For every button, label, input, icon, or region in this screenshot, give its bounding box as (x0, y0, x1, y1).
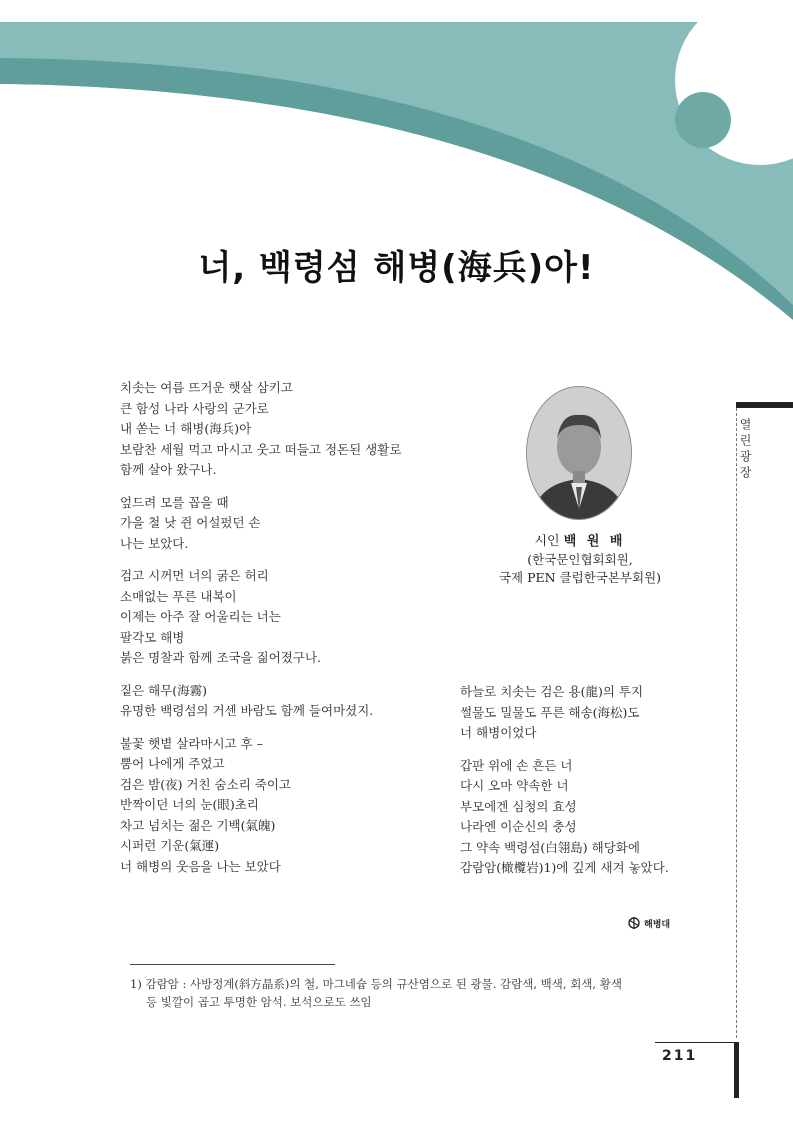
poem-right-column (460, 682, 700, 891)
footnote (130, 975, 670, 1011)
poem-line: 차고 넘치는 젊은 기백(氣魄) (120, 817, 276, 833)
poem-line: 갑판 위에 손 흔든 너 (460, 757, 573, 773)
poem-line: 시퍼런 기운(氣運) (120, 838, 220, 853)
header-circle-small (675, 92, 731, 148)
author-name: 백 원 배 (563, 534, 626, 549)
author-portrait (526, 386, 632, 520)
poem-stanza (120, 493, 450, 555)
poem-line: 보람찬 세월 먹고 마시고 웃고 떠들고 정돈된 생활로 (120, 441, 402, 457)
poem-line: 하늘로 치솟는 검은 용(龍)의 투지 (460, 684, 644, 699)
poem-line: 나라엔 이순신의 충성 (460, 819, 577, 834)
poem-stanza (120, 734, 450, 878)
poem-line: 반짝이던 너의 눈(眼)초리 (120, 797, 259, 812)
poem-line: 검고 시꺼먼 너의 굵은 허리 (120, 568, 269, 583)
poem-stanza (120, 378, 450, 481)
poem-line: 치솟는 여름 뜨거운 햇살 삼키고 (120, 380, 293, 395)
poem-stanza (460, 682, 700, 744)
section-label: 열린광장 (738, 418, 752, 482)
portrait-illustration (527, 387, 631, 519)
author-name-line (480, 533, 680, 551)
author-prefix: 시인 (534, 534, 560, 549)
poem-line: 다시 오마 약속한 너 (460, 778, 569, 793)
poem-line: 검은 밤(夜) 거친 숨소리 죽이고 (120, 776, 291, 792)
author-credit (480, 533, 680, 587)
marine-corps-logo (626, 916, 670, 930)
poem-line: 나는 보았다. (120, 535, 189, 551)
author-affiliation-1: (한국문인협회회원, (527, 552, 633, 567)
poem-line: 너 해병의 웃음을 나는 보았다 (120, 858, 281, 874)
poem-line: 가을 철 낫 쥔 어설펐던 손 (120, 515, 261, 530)
poem-line: 엎드려 모를 꼽을 때 (120, 494, 229, 510)
poem-line: 뿜어 나에게 주었고 (120, 756, 225, 771)
footnote-line-2: 등 빛깔이 곱고 투명한 암석. 보석으로도 쓰임 (146, 995, 372, 1009)
poem-line: 짙은 해무(海霧) (120, 682, 208, 698)
poem-line: 썰물도 밀물도 푸른 해송(海松)도 (460, 704, 640, 720)
poem-left-column (120, 378, 450, 889)
poem-line: 함께 살아 왔구나. (120, 462, 217, 477)
page-number-bar (734, 1042, 739, 1098)
poem-line: 부모에겐 심청의 효성 (460, 798, 577, 814)
poem-line: 큰 함성 나라 사랑의 군가로 (120, 400, 269, 416)
logo-text: 해병대 (644, 919, 671, 930)
poem-line: 그 약속 백령섬(白翎島) 해당화에 (460, 839, 640, 855)
page-number-rule (655, 1042, 737, 1043)
poem-line: 내 쏟는 너 해병(海兵)아 (120, 421, 252, 436)
poem-line: 불꽃 햇볕 살라마시고 후 – (120, 735, 263, 751)
footnote-divider (130, 964, 335, 965)
side-dashed-rule (736, 408, 737, 1038)
footnote-line-1: 1) 감람암 : 사방정계(斜方晶系)의 철, 마그네슘 등의 규산염으로 된 광물. 감람색, 백색, 회색, 황색 (130, 977, 622, 991)
poem-line: 너 해병이었다 (460, 725, 537, 740)
page-title: 너, 백령섬 해병(海兵)아! (198, 248, 595, 288)
poem-stanza (460, 756, 700, 879)
poem-line: 유명한 백령섬의 거센 바람도 함께 들여마셨지. (120, 703, 374, 718)
poem-stanza (120, 681, 450, 722)
poem-line: 감람암(橄欖岩)1)에 깊게 새겨 놓았다. (460, 860, 669, 875)
poem-line: 이제는 아주 잘 어울리는 너는 (120, 609, 281, 624)
side-tab-bar (736, 402, 793, 408)
author-affiliation-2: 국제 PEN 클럽한국본부회원) (498, 570, 662, 585)
marine-corps-emblem-icon (626, 916, 642, 930)
poem-line: 소매없는 푸른 내복이 (120, 588, 237, 604)
poem-line: 팔각모 해병 (120, 629, 185, 645)
page-number: 211 (662, 1048, 698, 1064)
poem-line: 붉은 명찰과 함께 조국을 짊어졌구나. (120, 650, 321, 665)
poem-stanza (120, 566, 450, 669)
